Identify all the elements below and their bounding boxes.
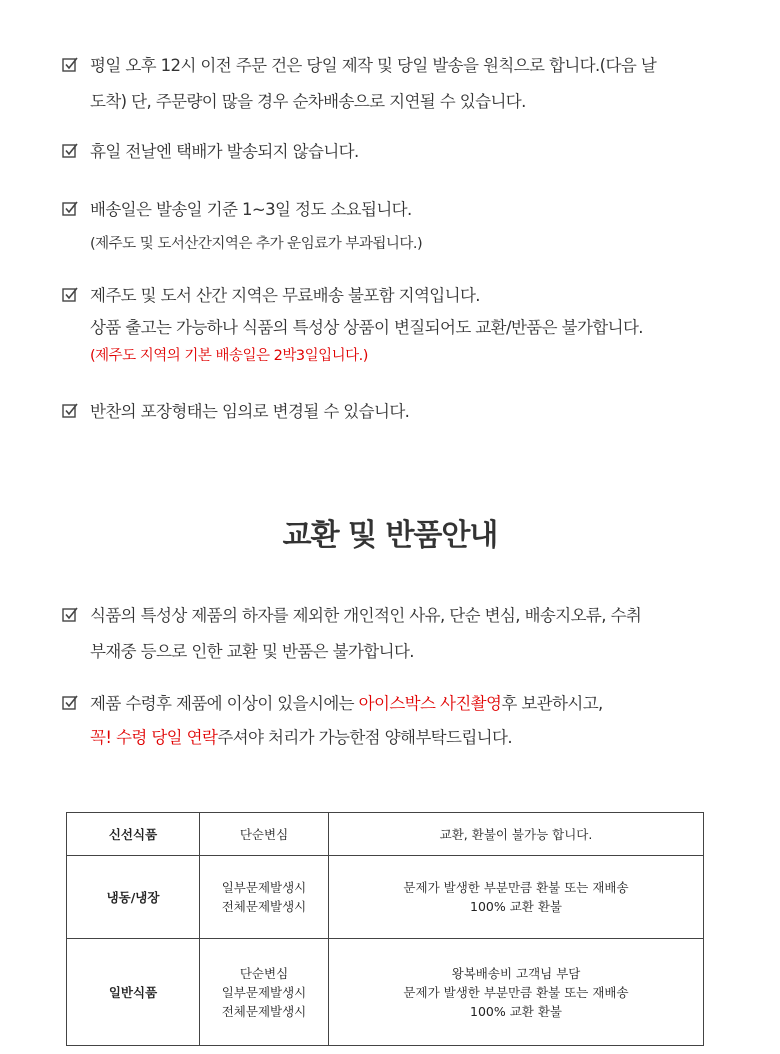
table-cell-category: 신선식품 [67, 813, 200, 856]
exchange-policy-table [66, 812, 704, 1046]
note-text-part: 제품 수령후 제품에 이상이 있을시에는 [90, 694, 359, 713]
note-text: 도착) 단, 주문량이 많을 경우 순차배송으로 지연될 수 있습니다. [90, 92, 526, 111]
note-text-part: 후 보관하시고, [501, 694, 603, 713]
checkbox-checked-icon [62, 142, 78, 158]
table-cell-case [200, 856, 329, 939]
checkbox-checked-icon [62, 200, 78, 216]
checkbox-checked-icon [62, 606, 78, 622]
table-row [67, 856, 704, 939]
checkbox-checked-icon [62, 694, 78, 710]
table-row [67, 939, 704, 1046]
case-line: 단순변심 [239, 826, 289, 842]
case-line: 일부문제발생시 [221, 880, 307, 895]
table-cell-category: 냉동/냉장 [67, 856, 200, 939]
policy-line: 교환, 환불이 불가능 합니다. [439, 826, 593, 842]
note-subtext: (제주도 및 도서산간지역은 추가 운임료가 부과됩니다.) [90, 236, 423, 252]
note-red-text: (제주도 지역의 기본 배송일은 2박3일입니다.) [90, 348, 368, 364]
note-text [90, 724, 512, 748]
table-cell-policy [329, 813, 704, 856]
note-text [90, 690, 603, 714]
table-cell-case [200, 813, 329, 856]
note-text: 제주도 및 도서 산간 지역은 무료배송 불포함 지역입니다. [90, 286, 480, 305]
exchange-section-title: 교환 및 반품안내 [282, 518, 498, 553]
policy-line: 문제가 발생한 부분만큼 환불 또는 재배송 [403, 880, 629, 895]
checkbox-checked-icon [62, 402, 78, 418]
checkbox-checked-icon [62, 56, 78, 72]
case-line: 일부문제발생시 [221, 984, 307, 1000]
note-text-part: 주셔야 처리가 가능한점 양해부탁드립니다. [217, 728, 513, 747]
note-highlight: 꼭! 수령 당일 연락 [90, 728, 218, 747]
policy-line: 왕복배송비 고객님 부담 [451, 965, 581, 981]
note-text: 평일 오후 12시 이전 주문 건은 당일 제작 및 당일 발송을 원칙으로 합니다.(다음 날 [90, 56, 657, 75]
table-cell-policy [329, 939, 704, 1046]
table-cell-policy [329, 856, 704, 939]
policy-line: 100% 교환 환불 [470, 1003, 562, 1019]
checkbox-checked-icon [62, 286, 78, 302]
note-text: 반찬의 포장형태는 임의로 변경될 수 있습니다. [90, 402, 410, 421]
case-line: 전체문제발생시 [221, 1003, 307, 1019]
policy-line: 문제가 발생한 부분만큼 환불 또는 재배송 [403, 984, 629, 1000]
note-highlight: 아이스박스 사진촬영 [358, 694, 502, 713]
table-cell-category: 일반식품 [67, 939, 200, 1046]
case-line: 단순변심 [239, 965, 289, 981]
note-text: 부재중 등으로 인한 교환 및 반품은 불가합니다. [90, 642, 414, 661]
policy-line: 100% 교환 환불 [470, 899, 562, 914]
table-cell-case [200, 939, 329, 1046]
case-line: 전체문제발생시 [221, 899, 307, 914]
table-row [67, 813, 704, 856]
note-text: 배송일은 발송일 기준 1~3일 정도 소요됩니다. [90, 200, 412, 219]
note-text: 휴일 전날엔 택배가 발송되지 않습니다. [90, 142, 359, 161]
note-text: 상품 출고는 가능하나 식품의 특성상 상품이 변질되어도 교환/반품은 불가합니다. [90, 318, 643, 337]
note-text: 식품의 특성상 제품의 하자를 제외한 개인적인 사유, 단순 변심, 배송지오류, 수취 [90, 606, 642, 625]
